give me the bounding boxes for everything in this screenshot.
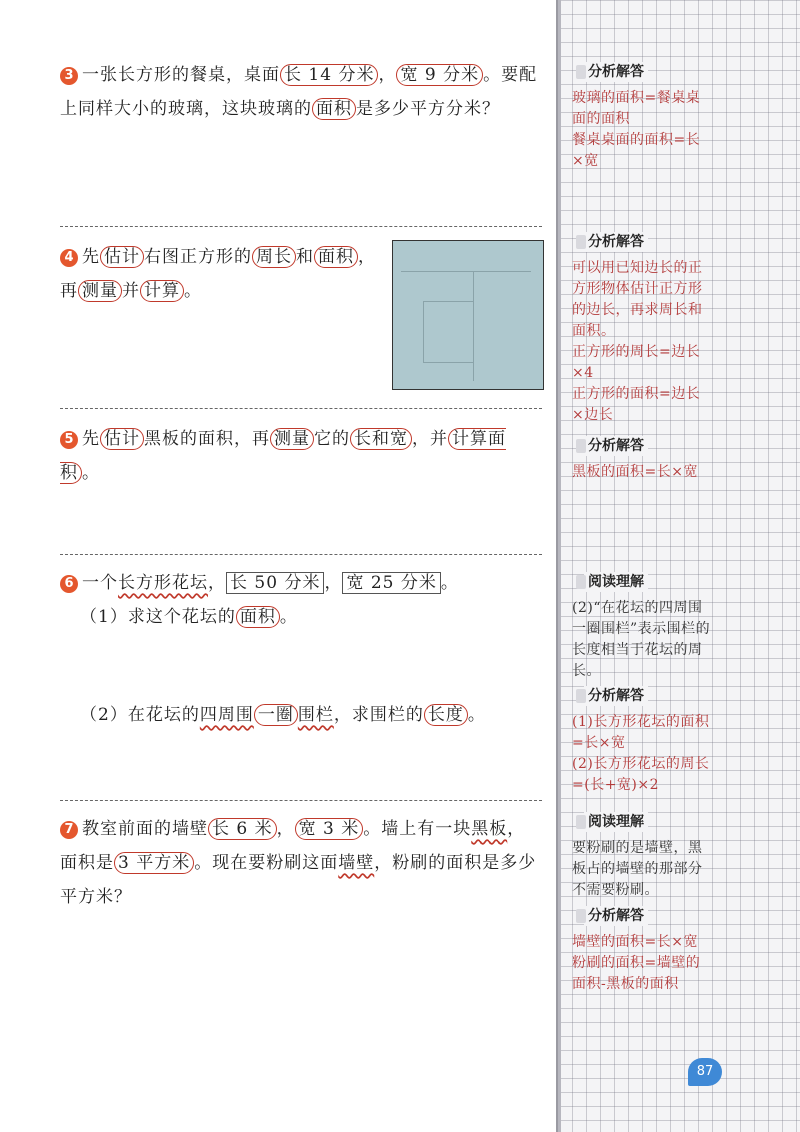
sub-question-1: （1）求这个花坛的 面积 。	[80, 607, 298, 627]
section-divider	[60, 554, 542, 555]
wavy-underline-text: 黑板	[471, 819, 508, 839]
note-tag-analysis: 分析解答	[584, 436, 648, 456]
section-divider	[60, 226, 542, 227]
page-number: 87	[688, 1058, 722, 1086]
keyword-circle: 长 14 分米	[280, 64, 378, 86]
keyword-box: 宽 25 分米	[342, 572, 440, 594]
note-analysis-3: 玻璃的面积=餐桌桌面的面积 餐桌桌面的面积=长×宽	[572, 90, 701, 169]
keyword-circle: 长度	[424, 704, 468, 726]
keyword-circle: 周长	[252, 246, 296, 268]
wavy-underline-text: 四周围	[199, 705, 254, 725]
note-tag-analysis: 分析解答	[584, 62, 648, 82]
keyword-circle: 估计	[100, 246, 144, 268]
problem-number-badge: 7	[60, 821, 78, 839]
keyword-circle: 计算	[140, 280, 184, 302]
problem-number-badge: 5	[60, 431, 78, 449]
keyword-circle: 宽 3 米	[295, 818, 364, 840]
keyword-circle: 测量	[78, 280, 122, 302]
note-reading-7: 要粉刷的是墙壁，黑板占的墙壁的那部分不需要粉刷。	[572, 840, 703, 898]
wavy-underline-text: 墙壁	[338, 853, 375, 873]
keyword-circle: 估计	[100, 428, 144, 450]
problem-4: 4 先 估计 右图正方形的 周长 和 面积 ，再 测量 并 计算 。	[60, 247, 376, 301]
note-tag-analysis: 分析解答	[584, 232, 648, 252]
keyword-box: 长 50 分米	[226, 572, 324, 594]
wavy-underline-text: 长方形花坛	[118, 573, 208, 593]
section-divider	[60, 408, 542, 409]
note-analysis-7: 墙壁的面积=长×宽 粉刷的面积=墙壁的面积-黑板的面积	[572, 934, 701, 992]
problem-6: 6 一个长方形花坛， 长 50 分米 ， 宽 25 分米 。 （1）求这个花坛的 面积 。 （2）在花坛的四周围 一圈 围栏，求围栏的 长度 。	[60, 566, 540, 732]
note-tag-analysis: 分析解答	[584, 686, 648, 706]
keyword-circle: 3 平方米	[114, 852, 194, 874]
keyword-circle: 一圈	[254, 704, 298, 726]
section-divider	[60, 800, 542, 801]
note-reading-6: (2)“在花坛的四周围一圈围栏”表示围栏的长度相当于花坛的周长。	[572, 600, 711, 679]
keyword-circle: 计算面积	[60, 429, 506, 483]
problem-3: 3 一张长方形的餐桌，桌面 长 14 分米 ， 宽 9 分米 。要配上同样大小的玻璃，这块玻璃的 面积 是多少平方分米？	[60, 65, 538, 119]
note-analysis-5: 黑板的面积=长×宽	[572, 464, 698, 480]
problem-number-badge: 6	[60, 575, 78, 593]
keyword-circle: 面积	[314, 246, 358, 268]
keyword-circle: 长 6 米	[208, 818, 277, 840]
note-tag-reading: 阅读理解	[584, 572, 648, 592]
note-tag-reading: 阅读理解	[584, 812, 648, 832]
problem-7: 7 教室前面的墙壁 长 6 米 ， 宽 3 米 。墙上有一块黑板，面积是 3 平方米 。现在要粉刷这面墙壁，粉刷的面积是多少平方米？	[60, 819, 537, 907]
keyword-circle: 长和宽	[350, 428, 412, 450]
problem-5: 5 先 估计 黑板的面积，再 测量 它的 长和宽 ，并 计算面积 。	[60, 429, 506, 483]
keyword-circle: 面积	[236, 606, 280, 628]
problem-number-badge: 3	[60, 67, 78, 85]
note-analysis-4: 可以用已知边长的正方形物体估计正方形的边长，再求周长和面积。 正方形的周长=边长×4 正方形的面积=边长×边长	[572, 260, 703, 423]
problem-number-badge: 4	[60, 249, 78, 267]
keyword-circle: 测量	[270, 428, 314, 450]
sub-question-2: （2）在花坛的四周围 一圈 围栏，求围栏的 长度 。	[80, 705, 486, 725]
wavy-underline-text: 围栏	[297, 705, 334, 725]
note-tag-analysis: 分析解答	[584, 906, 648, 926]
square-object-photo	[392, 240, 544, 390]
note-analysis-6: (1)长方形花坛的面积=长×宽 (2)长方形花坛的周长=(长+宽)×2	[572, 714, 710, 793]
keyword-circle: 宽 9 分米	[396, 64, 483, 86]
keyword-circle: 面积	[312, 98, 356, 120]
